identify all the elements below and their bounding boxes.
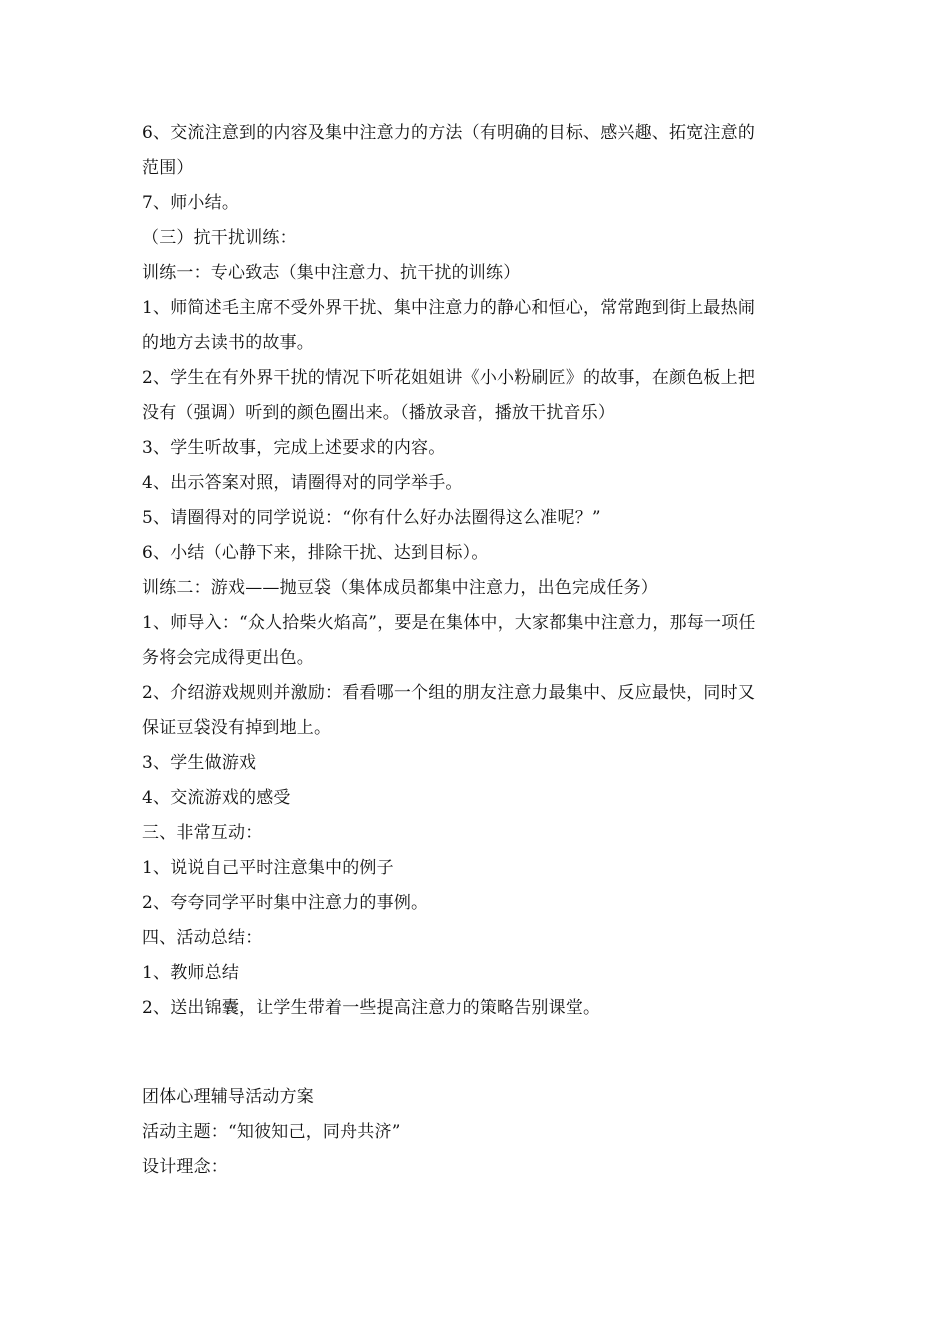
text-line: 1、教师总结 — [142, 963, 240, 983]
text-line: 2、送出锦囊，让学生带着一些提高注意力的策略告别课堂。 — [142, 998, 601, 1018]
text-line: 3、学生做游戏 — [142, 753, 257, 773]
text-line: 2、介绍游戏规则并激励：看看哪一个组的朋友注意力最集中、反应最快，同时又 — [142, 683, 756, 703]
text-line: 4、交流游戏的感受 — [142, 788, 291, 808]
text-line: 没有（强调）听到的颜色圈出来。（播放录音，播放干扰音乐） — [142, 403, 616, 423]
training-heading: 训练二：游戏——抛豆袋（集体成员都集中注意力，出色完成任务） — [142, 578, 658, 598]
text-line: 2、夸夸同学平时集中注意力的事例。 — [142, 893, 429, 913]
text-line: 4、出示答案对照，请圈得对的同学举手。 — [142, 473, 463, 493]
text-line: 6、交流注意到的内容及集中注意力的方法（有明确的目标、感兴趣、拓宽注意的 — [142, 123, 756, 143]
text-line: 1、师导入：“众人拾柴火焰高”，要是在集体中，大家都集中注意力，那每一项任 — [142, 613, 756, 633]
section-heading: （三）抗干扰训练： — [142, 228, 297, 248]
activity-theme: 活动主题：“知彼知己，同舟共济” — [142, 1122, 401, 1142]
section-heading: 四、活动总结： — [142, 928, 263, 948]
text-line: 7、师小结。 — [142, 193, 240, 213]
text-line: 范围） — [142, 158, 194, 178]
section-heading: 三、非常互动： — [142, 823, 263, 843]
plan-title: 团体心理辅导活动方案 — [142, 1087, 314, 1107]
training-heading: 训练一：专心致志（集中注意力、抗干扰的训练） — [142, 263, 521, 283]
next-section — [142, 1080, 822, 1185]
text-line: 的地方去读书的故事。 — [142, 333, 314, 353]
text-line: 务将会完成得更出色。 — [142, 648, 314, 668]
text-line: 1、师简述毛主席不受外界干扰、集中注意力的静心和恒心，常常跑到街上最热闹 — [142, 298, 756, 318]
text-line: 6、小结（心静下来，排除干扰、达到目标）。 — [142, 543, 489, 563]
document-body — [142, 116, 822, 1026]
text-line: 2、学生在有外界干扰的情况下听花姐姐讲《小小粉刷匠》的故事，在颜色板上把 — [142, 368, 756, 388]
text-line: 1、说说自己平时注意集中的例子 — [142, 858, 394, 878]
text-line: 5、请圈得对的同学说说：“你有什么好办法圈得这么准呢？” — [142, 508, 601, 528]
text-line: 3、学生听故事，完成上述要求的内容。 — [142, 438, 446, 458]
design-concept-label: 设计理念： — [142, 1157, 228, 1177]
text-line: 保证豆袋没有掉到地上。 — [142, 718, 332, 738]
